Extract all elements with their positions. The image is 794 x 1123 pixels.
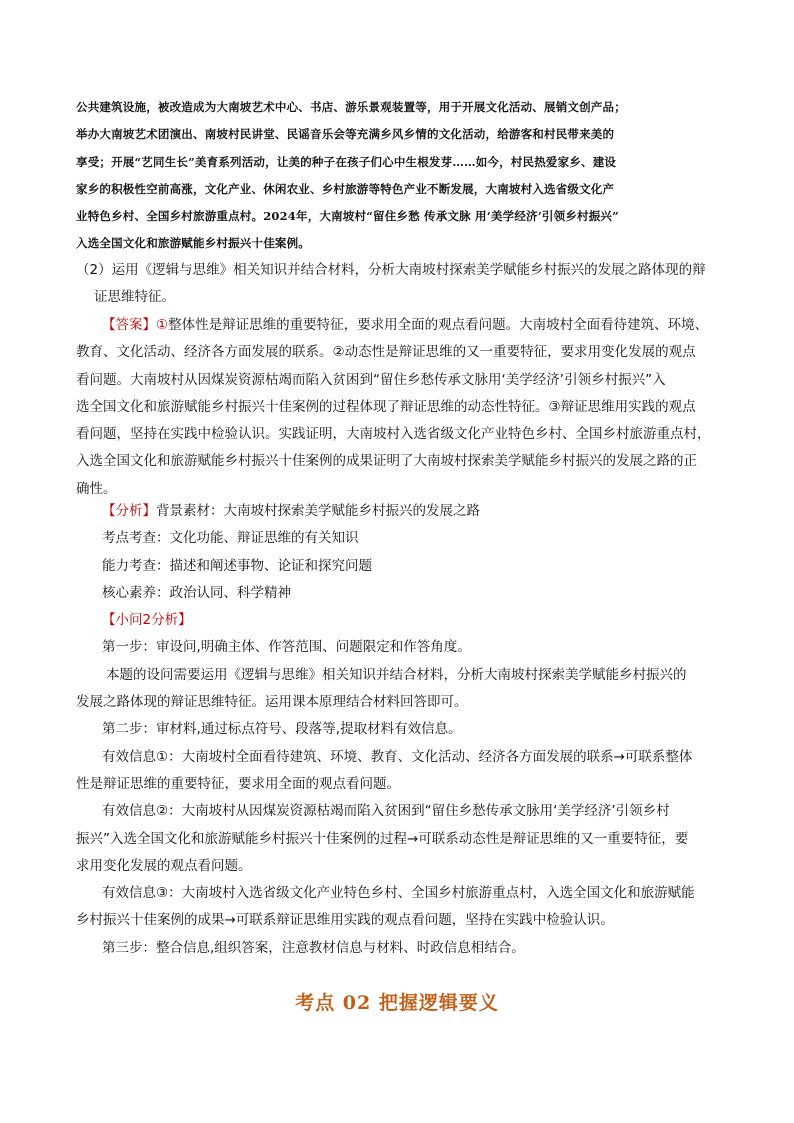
info-three: 乡村振兴十佳案例的成果→可联系辩证思维用实践的观点看问题，坚持在实践中检验认识。: [76, 912, 614, 929]
question-line: 证思维特征。: [94, 289, 175, 306]
answer-line: 选全国文化和旅游赋能乡村振兴十佳案例的过程体现了辩证思维的动态性特征。③辩证思维用实践的观点: [76, 398, 696, 415]
material-excerpt: [76, 94, 726, 258]
excerpt-line: 业特色乡村、全国乡村旅游重点村。2024年，大南坡村“留住乡愁 传承文脉 用‘美学经济’引领乡村振兴”: [76, 209, 619, 224]
analysis-label: 【分析】: [102, 503, 156, 519]
info-two: 求用变化发展的观点看问题。: [76, 857, 252, 874]
answer-line: 入选全国文化和旅游赋能乡村振兴十佳案例的成果证明了大南坡村探索美学赋能乡村振兴的发展之路的正: [76, 453, 697, 470]
section-title: 考点 02 把握逻辑要义: [295, 992, 499, 1014]
answer-line: [76, 312, 726, 339]
info-two: 有效信息②：大南坡村从因煤炭资源枯竭而陷入贫困到“留住乡愁传承文脉用‘美学经济’引领乡村: [102, 803, 670, 820]
answer-line: 看问题，坚持在实践中检验认识。实践证明，大南坡村入选省级文化产业特色乡村、全国乡村旅游重点村，: [76, 426, 711, 443]
question-line: （2）运用《逻辑与思维》相关知识并结合材料，分析大南坡村探索美学赋能乡村振兴的发展之路体现的辩: [76, 262, 706, 278]
analysis-line: [76, 498, 726, 525]
question-block: [76, 257, 726, 312]
sub-question-label: 【小问2分析】: [102, 612, 192, 629]
analysis-ability: 能力考查：描述和阐述事物、论证和探究问题: [102, 557, 372, 574]
analysis-block: [76, 498, 726, 962]
answer-label: 【答案】: [102, 317, 156, 333]
analysis-background: 背景素材：大南坡村探索美学赋能乡村振兴的发展之路: [156, 503, 480, 519]
excerpt-line: 家乡的积极性空前高涨，文化产业、休闲农业、乡村旅游等特色产业不断发展，大南坡村入选省级文化产: [76, 181, 615, 196]
info-one: 性是辩证思维的重要特征，要求用全面的观点看问题。: [76, 775, 400, 792]
step-two: 第二步：审材料,通过标点符号、段落等,提取材料有效信息。: [102, 721, 462, 738]
step-one-detail: 本题的设问需要运用《逻辑与思维》相关知识并结合材料，分析大南坡村探索美学赋能乡村振兴的: [106, 666, 687, 683]
answer-block: [76, 312, 726, 503]
info-one: 有效信息①：大南坡村全面看待建筑、环境、教育、文化活动、经济各方面发展的联系→可联系整体: [102, 748, 693, 765]
info-two: 振兴”入选全国文化和旅游赋能乡村振兴十佳案例的过程→可联系动态性是辩证思维的又一重要特征，要: [76, 830, 689, 847]
step-one-detail: 发展之路体现的辩证思维特征。运用课本原理结合材料回答即可。: [76, 694, 468, 711]
excerpt-line: 享受；开展“艺同生长”美育系列活动，让美的种子在孩子们心中生根发芽……如今，村民热爱家乡、建设: [76, 154, 617, 169]
answer-marker: ①: [156, 317, 169, 333]
answer-line: 教育、文化活动、经济各方面发展的联系。②动态性是辩证思维的又一重要特征，要求用变化发展的观点: [76, 344, 696, 361]
excerpt-line: 举办大南坡艺术团演出、南坡村民讲堂、民谣音乐会等充满乡风乡情的文化活动，给游客和村民带来美的: [76, 127, 615, 142]
excerpt-line: 入选全国文化和旅游赋能乡村振兴十佳案例。: [76, 236, 310, 251]
answer-line: 看问题。大南坡村从因煤炭资源枯竭而陷入贫困到“留住乡愁传承文脉用‘美学经济’引领乡村振兴”入: [76, 371, 666, 388]
answer-text: 整体性是辩证思维的重要特征，要求用全面的观点看问题。大南坡村全面看待建筑、环境、: [168, 317, 709, 333]
step-three: 第三步：整合信息,组织答案，注意教材信息与材料、时政信息相结合。: [102, 939, 525, 956]
step-one: 第一步：审设问,明确主体、作答范围、问题限定和作答角度。: [102, 639, 471, 656]
info-three: 有效信息③：大南坡村入选省级文化产业特色乡村、全国乡村旅游重点村，入选全国文化和旅游赋能: [102, 885, 695, 902]
answer-line: 确性。: [76, 480, 117, 497]
excerpt-line: 公共建筑设施，被改造成为大南坡艺术中心、书店、游乐景观装置等，用于开展文化活动、展销文创产品；: [76, 100, 626, 114]
analysis-knowledge: 考点考查：文化功能、辩证思维的有关知识: [102, 530, 359, 547]
analysis-literacy: 核心素养：政治认同、科学精神: [102, 584, 291, 601]
